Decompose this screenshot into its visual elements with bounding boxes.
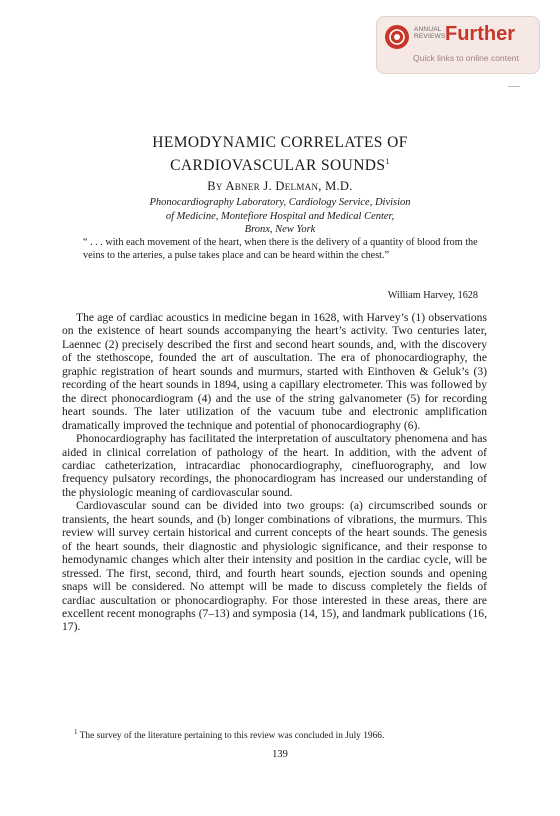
- annual-reviews-further-badge[interactable]: [376, 16, 540, 74]
- annual-reviews-logo-icon: [385, 25, 409, 49]
- badge-further-label: Further: [445, 23, 515, 45]
- epigraph-attribution: William Harvey, 1628: [387, 290, 478, 301]
- badge-annual-reviews-label: ANNUAL REVIEWS: [414, 26, 446, 40]
- paragraph-3: Cardiovascular sound can be divided into two groups: (a) circumscribed sounds or transients, the heart sounds, and (b) longer combinations of vibrations, the murmurs. This review will survey certain historical and current concepts of the heart sounds. The genesis of the heart sounds, their diagnostic and physiologic significance, and their response to hemodynamic changes which alter their intensity and position in the cardiac cycle, will be stressed. The first, second, third, and fourth heart sounds, ejection sounds and opening snaps will be considered. No attempt will be made to discuss completely the fields of cardiac auscultation or phonocardiography. For those interested in these areas, there are excellent recent monographs (7–13) and symposia (14, 15), and landmark publications (16, 17).: [62, 499, 487, 634]
- article-body: [62, 311, 487, 634]
- title-line-2: CARDIOVASCULAR SOUNDS$^1$: [170, 157, 390, 175]
- epigraph-quote: “ . . . with each movement of the heart, when there is the delivery of a quantity of blood from the veins to the arteries, a pulse takes place and can be heard within the chest.”: [83, 237, 478, 261]
- footnote-mark: 1: [74, 728, 78, 736]
- badge-divider: [508, 86, 520, 87]
- title-line-1: HEMODYNAMIC CORRELATES OF: [152, 134, 408, 151]
- footnote: [62, 726, 499, 742]
- affiliation-line-3: Bronx, New York: [244, 224, 316, 235]
- page-number: 139: [272, 749, 288, 760]
- footnote-text: The survey of the literature pertaining to this review was concluded in July 1966.: [79, 731, 385, 742]
- title-footnote-mark: 1: [385, 157, 390, 166]
- paragraph-1: The age of cardiac acoustics in medicine began in 1628, with Harvey’s (1) observations on the existence of heart sounds accompanying the heart’s activity. Two centuries later, Laennec (2) precisely described the first and second heart sounds, and, with the discovery of the stethoscope, founded the art of auscultation. The era of phonocardiography, the graphic registration of heart sounds and murmurs, started with Einthoven & Geluk’s (3) recording of the heart sounds in 1894, using a capillary electrometer. This was followed by the direct phonocardiogram (4) and the use of the string galvanometer (5) for recording heart sounds. The later utilization of the vacuum tube and electronic amplification dramatically improved the technique and potential of phonocardiography (6).: [62, 311, 487, 432]
- article-title: [0, 133, 560, 175]
- affiliation-line-2: of Medicine, Montefiore Hospital and Medical Center,: [165, 210, 395, 222]
- badge-quick-links-text[interactable]: Quick links to online content: [413, 53, 519, 63]
- affiliation: [0, 196, 560, 237]
- author-line: By Abner J. Delman, M.D.: [207, 179, 353, 193]
- affiliation-line-1: Phonocardiography Laboratory, Cardiology Service, Division: [149, 197, 411, 208]
- paragraph-2: Phonocardiography has facilitated the interpretation of auscultatory phenomena and has aided in clinical correlation of pathology of the heart. In addition, with the advent of cardiac catheterization, intracardiac phonocardiography, cinefluorography, and low frequency pulsatory recordings, the phonocardiogram has increased our understanding of the physiologic meaning of cardiovascular sound.: [62, 432, 487, 499]
